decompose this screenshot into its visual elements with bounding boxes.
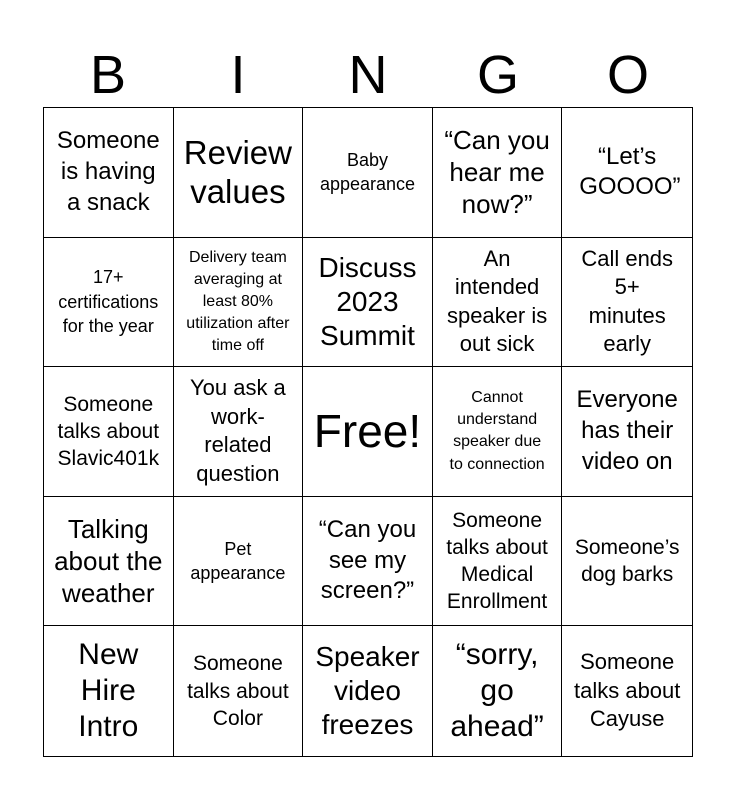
free-space-text: Free! (313, 405, 422, 458)
bingo-cell[interactable] (44, 108, 174, 238)
cell-text: Someone is having a snack (56, 127, 160, 216)
cell-text: Someone talks about Slavic401k (57, 392, 160, 471)
bingo-cell[interactable] (433, 238, 563, 368)
cell-text: Someone talks about Color (187, 652, 289, 730)
bingo-cell[interactable] (562, 626, 692, 756)
cell-text: Delivery team averaging at least 80% utilization after time off (186, 248, 290, 354)
bingo-cell[interactable] (44, 626, 174, 756)
cell-text: An intended speaker is out sick (446, 245, 548, 357)
cell-text: New Hire Intro (78, 638, 139, 744)
bingo-cell[interactable] (562, 238, 692, 368)
bingo-cell[interactable] (303, 626, 433, 756)
header-letter-n: N (348, 45, 388, 105)
header-letter-b: B (89, 45, 127, 105)
header-letter-g: G (476, 45, 519, 105)
cell-text: Call ends 5+ minutes early (581, 245, 674, 357)
cell-text: Talking about the weather (54, 513, 163, 609)
cell-text: “sorry, go ahead” (450, 638, 544, 744)
bingo-cell[interactable] (433, 497, 563, 627)
cell-text: Everyone has their video on (576, 386, 678, 475)
cell-text: Discuss 2023 Summit (318, 251, 417, 351)
cell-text: Cannot understand speaker due to connection (449, 389, 545, 473)
cell-text: “Can you hear me now?” (444, 124, 550, 220)
cell-text: You ask a work-related question (189, 375, 286, 487)
cell-text: Pet appearance (190, 538, 286, 584)
bingo-cell[interactable] (433, 367, 563, 497)
cell-text: Baby appearance (319, 150, 416, 195)
bingo-cell[interactable] (44, 367, 174, 497)
bingo-cell[interactable] (562, 367, 692, 497)
bingo-cell[interactable] (562, 497, 692, 627)
cell-text: Someone’s dog barks (574, 535, 680, 587)
bingo-cell[interactable] (44, 497, 174, 627)
header-letter-o: O (606, 45, 649, 105)
bingo-cell[interactable] (174, 497, 304, 627)
cell-text: 17+ certifications for the year (58, 267, 159, 337)
bingo-cell[interactable] (44, 238, 174, 368)
bingo-cell[interactable] (174, 367, 304, 497)
bingo-cell[interactable] (433, 626, 563, 756)
cell-text: Review values (183, 133, 292, 211)
bingo-cell[interactable] (174, 238, 304, 368)
bingo-cell[interactable] (174, 626, 304, 756)
cell-text: Speaker video freezes (315, 640, 420, 741)
bingo-cell[interactable] (303, 238, 433, 368)
cell-text: Someone talks about Cayuse (573, 649, 681, 732)
bingo-board (43, 107, 693, 757)
bingo-header (43, 44, 693, 106)
cell-text: “Can you see my screen?” (318, 516, 417, 605)
bingo-cell[interactable] (174, 108, 304, 238)
bingo-cell[interactable] (303, 108, 433, 238)
bingo-cell[interactable] (303, 497, 433, 627)
header-letter-i: I (230, 45, 246, 105)
cell-text: Someone talks about Medical Enrollment (446, 508, 548, 614)
bingo-cell[interactable] (433, 108, 563, 238)
cell-text: “Let’s GOOOO” (579, 142, 681, 201)
bingo-cell-free-space[interactable] (303, 367, 433, 497)
bingo-cell[interactable] (562, 108, 692, 238)
